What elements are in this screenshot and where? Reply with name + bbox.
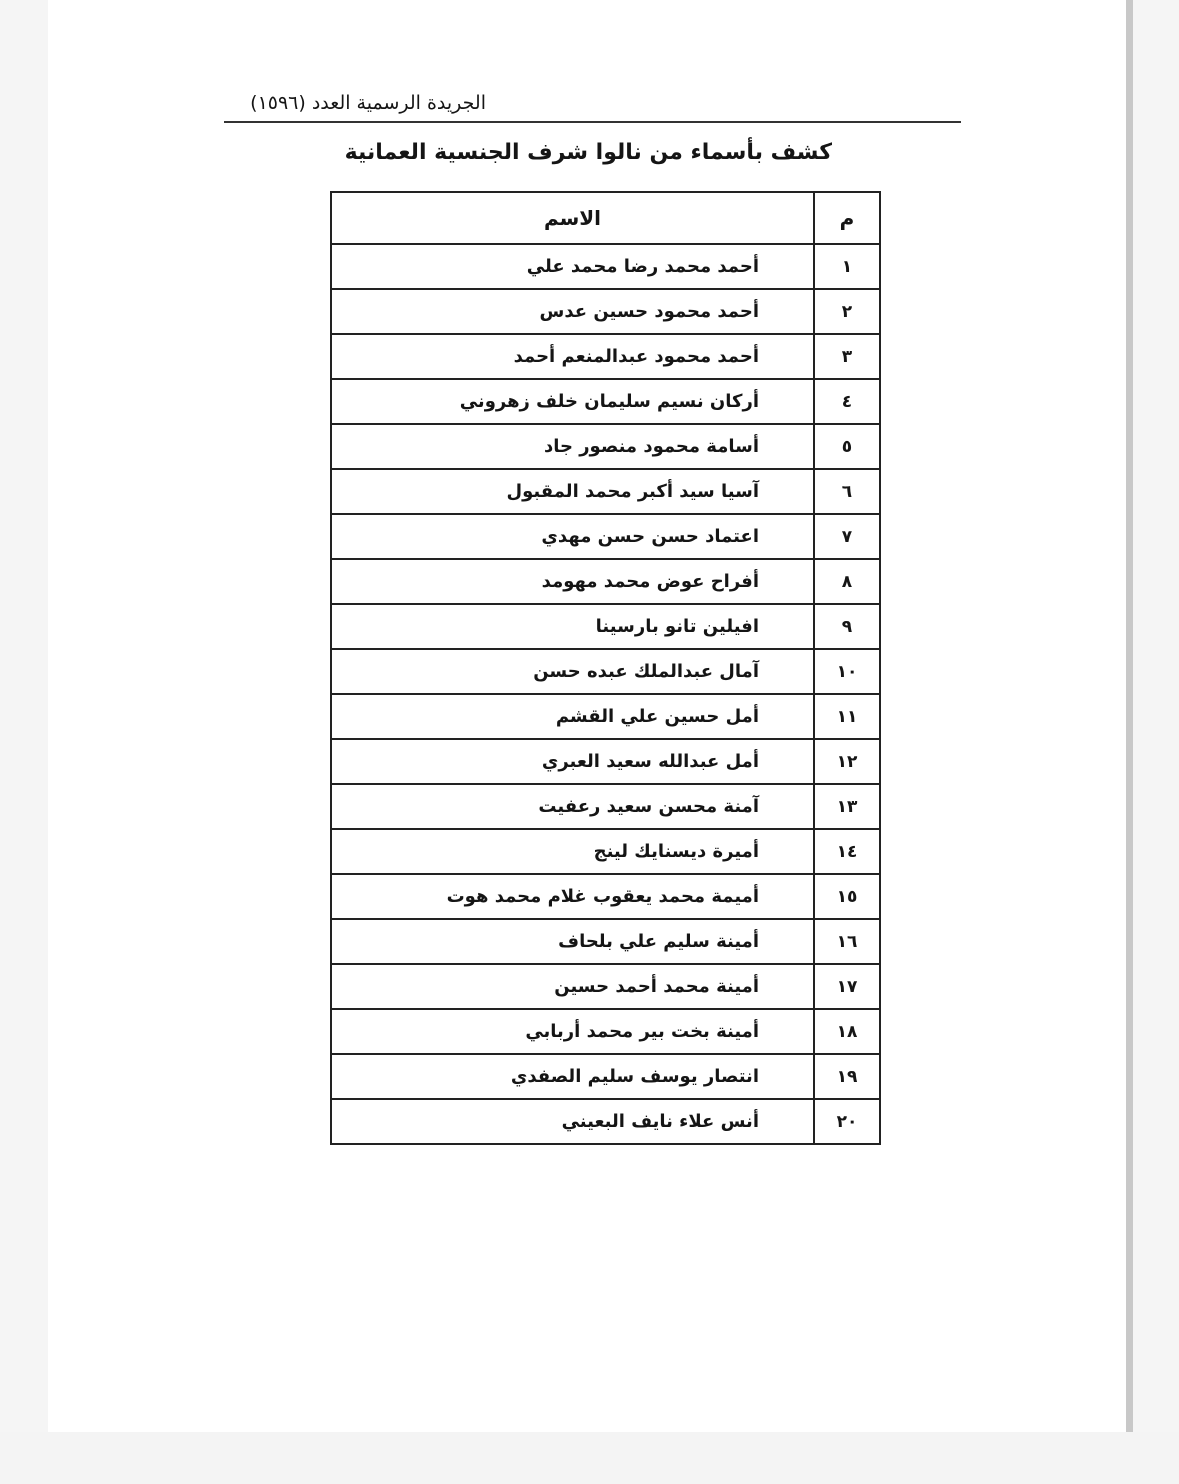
column-header-name: الاسم [331, 192, 814, 244]
table-row [331, 874, 880, 919]
bottom-margin [0, 1432, 1179, 1484]
row-number: ١٦ [814, 919, 880, 964]
row-number: ١٢ [814, 739, 880, 784]
table-row [331, 1054, 880, 1099]
row-name: آمنة محسن سعيد رعفيت [331, 784, 814, 829]
row-name: آسيا سيد أكبر محمد المقبول [331, 469, 814, 514]
names-table [330, 191, 881, 1145]
gazette-header: الجريدة الرسمية العدد (١٥٩٦) [250, 92, 486, 114]
row-name: أمينة سليم علي بلحاف [331, 919, 814, 964]
row-number: ١٣ [814, 784, 880, 829]
row-number: ٢٠ [814, 1099, 880, 1144]
row-number: ١٠ [814, 649, 880, 694]
row-name: آمال عبدالملك عبده حسن [331, 649, 814, 694]
table-row [331, 964, 880, 1009]
row-name: أمينة محمد أحمد حسين [331, 964, 814, 1009]
row-number: ٤ [814, 379, 880, 424]
row-number: ١٨ [814, 1009, 880, 1054]
row-name: انتصار يوسف سليم الصفدي [331, 1054, 814, 1099]
row-number: ٩ [814, 604, 880, 649]
row-name: أحمد محمود عبدالمنعم أحمد [331, 334, 814, 379]
row-name: أميمة محمد يعقوب غلام محمد هوت [331, 874, 814, 919]
row-name: أحمد محمود حسين عدس [331, 289, 814, 334]
row-name: أمل عبدالله سعيد العبري [331, 739, 814, 784]
document-title: كشف بأسماء من نالوا شرف الجنسية العمانية [344, 140, 832, 165]
row-number: ١٩ [814, 1054, 880, 1099]
row-name: أفراح عوض محمد مهومد [331, 559, 814, 604]
row-number: ٢ [814, 289, 880, 334]
row-name: أركان نسيم سليمان خلف زهروني [331, 379, 814, 424]
table-row [331, 694, 880, 739]
table-row [331, 289, 880, 334]
row-name: أمل حسين علي القشم [331, 694, 814, 739]
table-row [331, 469, 880, 514]
header-rule [224, 121, 961, 123]
row-name: أسامة محمود منصور جاد [331, 424, 814, 469]
row-name: افيلين تانو بارسينا [331, 604, 814, 649]
row-name: أحمد محمد رضا محمد علي [331, 244, 814, 289]
row-number: ٧ [814, 514, 880, 559]
table-row [331, 559, 880, 604]
page-edge [1126, 0, 1133, 1432]
table-row [331, 649, 880, 694]
column-header-number: م [814, 192, 880, 244]
row-number: ١٥ [814, 874, 880, 919]
row-number: ٣ [814, 334, 880, 379]
table-header-row [331, 192, 880, 244]
table-row [331, 1009, 880, 1054]
row-number: ١١ [814, 694, 880, 739]
row-name: أمينة بخت بير محمد أربابي [331, 1009, 814, 1054]
table-row [331, 829, 880, 874]
table-row [331, 919, 880, 964]
table-row [331, 424, 880, 469]
table-row [331, 739, 880, 784]
row-number: ١٧ [814, 964, 880, 1009]
row-number: ٨ [814, 559, 880, 604]
row-name: اعتماد حسن حسن مهدي [331, 514, 814, 559]
table-row [331, 244, 880, 289]
row-number: ٦ [814, 469, 880, 514]
table-row [331, 334, 880, 379]
table-row [331, 784, 880, 829]
row-number: ١ [814, 244, 880, 289]
row-name: أميرة ديسنايك لينج [331, 829, 814, 874]
table-row [331, 514, 880, 559]
table-row [331, 1099, 880, 1144]
row-name: أنس علاء نايف البعيني [331, 1099, 814, 1144]
table-row [331, 604, 880, 649]
table-row [331, 379, 880, 424]
row-number: ٥ [814, 424, 880, 469]
row-number: ١٤ [814, 829, 880, 874]
